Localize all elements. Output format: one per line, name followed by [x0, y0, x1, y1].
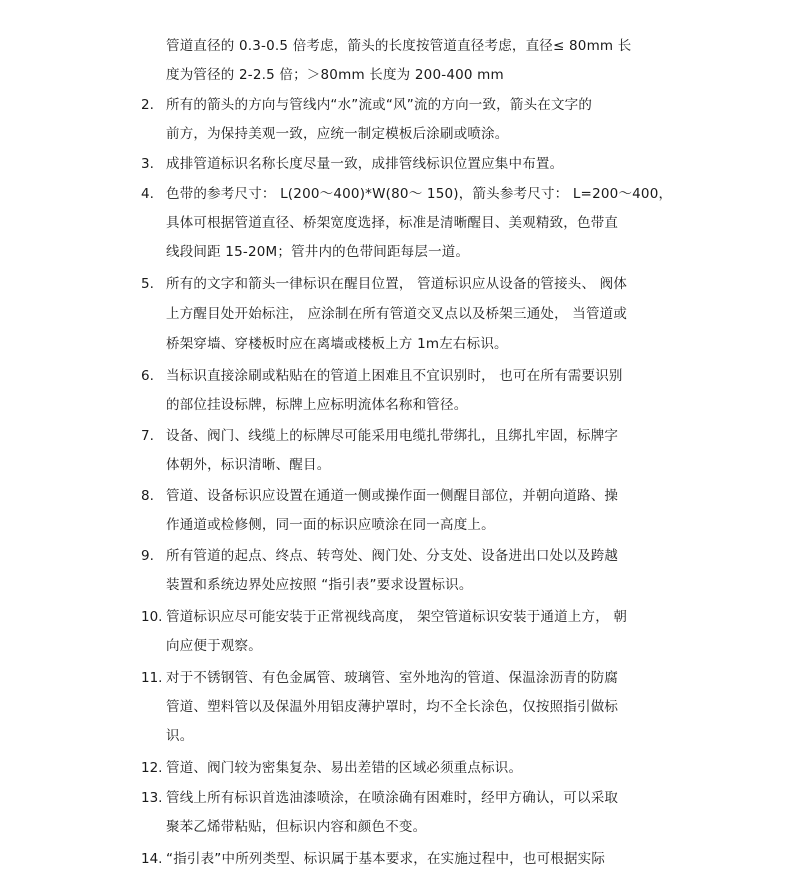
list-item-line: 所有管道的起点、终点、转弯处、阀门处、分支处、设备进出口处以及跨越	[166, 548, 619, 564]
list-item-number: 10.	[141, 609, 163, 625]
list-item-number: 9.	[141, 548, 154, 564]
list-item-line: 装置和系统边界处应按照 “指引表”要求设置标识。	[166, 577, 473, 593]
list-item-number: 13.	[141, 790, 163, 806]
list-item-line: 对于不锈钢管、有色金属管、玻璃管、室外地沟的管道、保温涂沥青的防腐	[166, 670, 619, 686]
list-item-line: 作通道或检修侧，同一面的标识应喷涂在同一高度上。	[166, 517, 495, 533]
list-item-number: 7.	[141, 428, 154, 444]
list-item-number: 12.	[141, 760, 163, 776]
list-item-line: 上方醒目处开始标注， 应涂制在所有管道交叉点以及桥架三通处， 当管道或	[166, 306, 628, 322]
list-item-line: 线段间距 15-20M；管井内的色带间距每层一道。	[166, 244, 470, 260]
list-item-line: 向应便于观察。	[166, 638, 262, 654]
list-item-line: 的部位挂设标牌，标牌上应标明流体名称和管径。	[166, 397, 468, 413]
list-item-line: 管道、塑料管以及保温外用铝皮薄护罩时，均不全长涂色，仅按照指引做标	[166, 699, 619, 715]
list-item-number: 4.	[141, 186, 154, 202]
list-item-line: 成排管道标识名称长度尽量一致，成排管线标识位置应集中布置。	[166, 156, 564, 172]
list-item-line: 色带的参考尺寸： L(200～400)*W(80～ 150)，箭头参考尺寸： L=200～400，	[166, 186, 673, 202]
list-item-line: 管道标识应尽可能安装于正常视线高度， 架空管道标识安装于通道上方， 朝	[166, 609, 628, 625]
list-item-line: 管道、阀门较为密集复杂、易出差错的区域必须重点标识。	[166, 760, 523, 776]
list-item-line: “指引表”中所列类型、标识属于基本要求，在实施过程中，也可根据实际	[166, 851, 606, 867]
list-item-number: 2.	[141, 97, 154, 113]
list-item-line: 识。	[166, 728, 194, 744]
intro-line: 管道直径的 0.3-0.5 倍考虑，箭头的长度按管道直径考虑，直径≤ 80mm 长	[166, 38, 632, 54]
intro-line: 度为管径的 2-2.5 倍；＞80mm 长度为 200-400 mm	[166, 67, 504, 83]
list-item-line: 所有的箭头的方向与管线内“水”流或“风”流的方向一致，箭头在文字的	[166, 97, 593, 113]
list-item-line: 当标识直接涂刷或粘贴在的管道上困难且不宜识别时， 也可在所有需要识别	[166, 368, 623, 384]
list-item-number: 3.	[141, 156, 154, 172]
list-item-line: 管道、设备标识应设置在通道一侧或操作面一侧醒目部位，并朝向道路、操	[166, 488, 619, 504]
list-item-line: 体朝外，标识清晰、醒目。	[166, 457, 331, 473]
list-item-number: 11.	[141, 670, 163, 686]
list-item-line: 管线上所有标识首选油漆喷涂，在喷涂确有困难时，经甲方确认，可以采取	[166, 790, 619, 806]
list-item-number: 8.	[141, 488, 154, 504]
list-item-number: 6.	[141, 368, 154, 384]
list-item-line: 前方，为保持美观一致，应统一制定模板后涂刷或喷涂。	[166, 126, 509, 142]
list-item-number: 5.	[141, 276, 154, 292]
list-item-line: 具体可根据管道直径、桥架宽度选择，标准是清晰醒目、美观精致，色带直	[166, 215, 619, 231]
list-item-line: 所有的文字和箭头一律标识在醒目位置， 管道标识应从设备的管接头、 阀体	[166, 276, 628, 292]
list-item-number: 14.	[141, 851, 163, 867]
list-item-line: 设备、阀门、线缆上的标牌尽可能采用电缆扎带绑扎，且绑扎牢固，标牌字	[166, 428, 619, 444]
list-item-line: 聚苯乙烯带粘贴，但标识内容和颜色不变。	[166, 819, 427, 835]
list-item-line: 桥架穿墙、穿楼板时应在离墙或楼板上方 1m左右标识。	[166, 336, 508, 352]
